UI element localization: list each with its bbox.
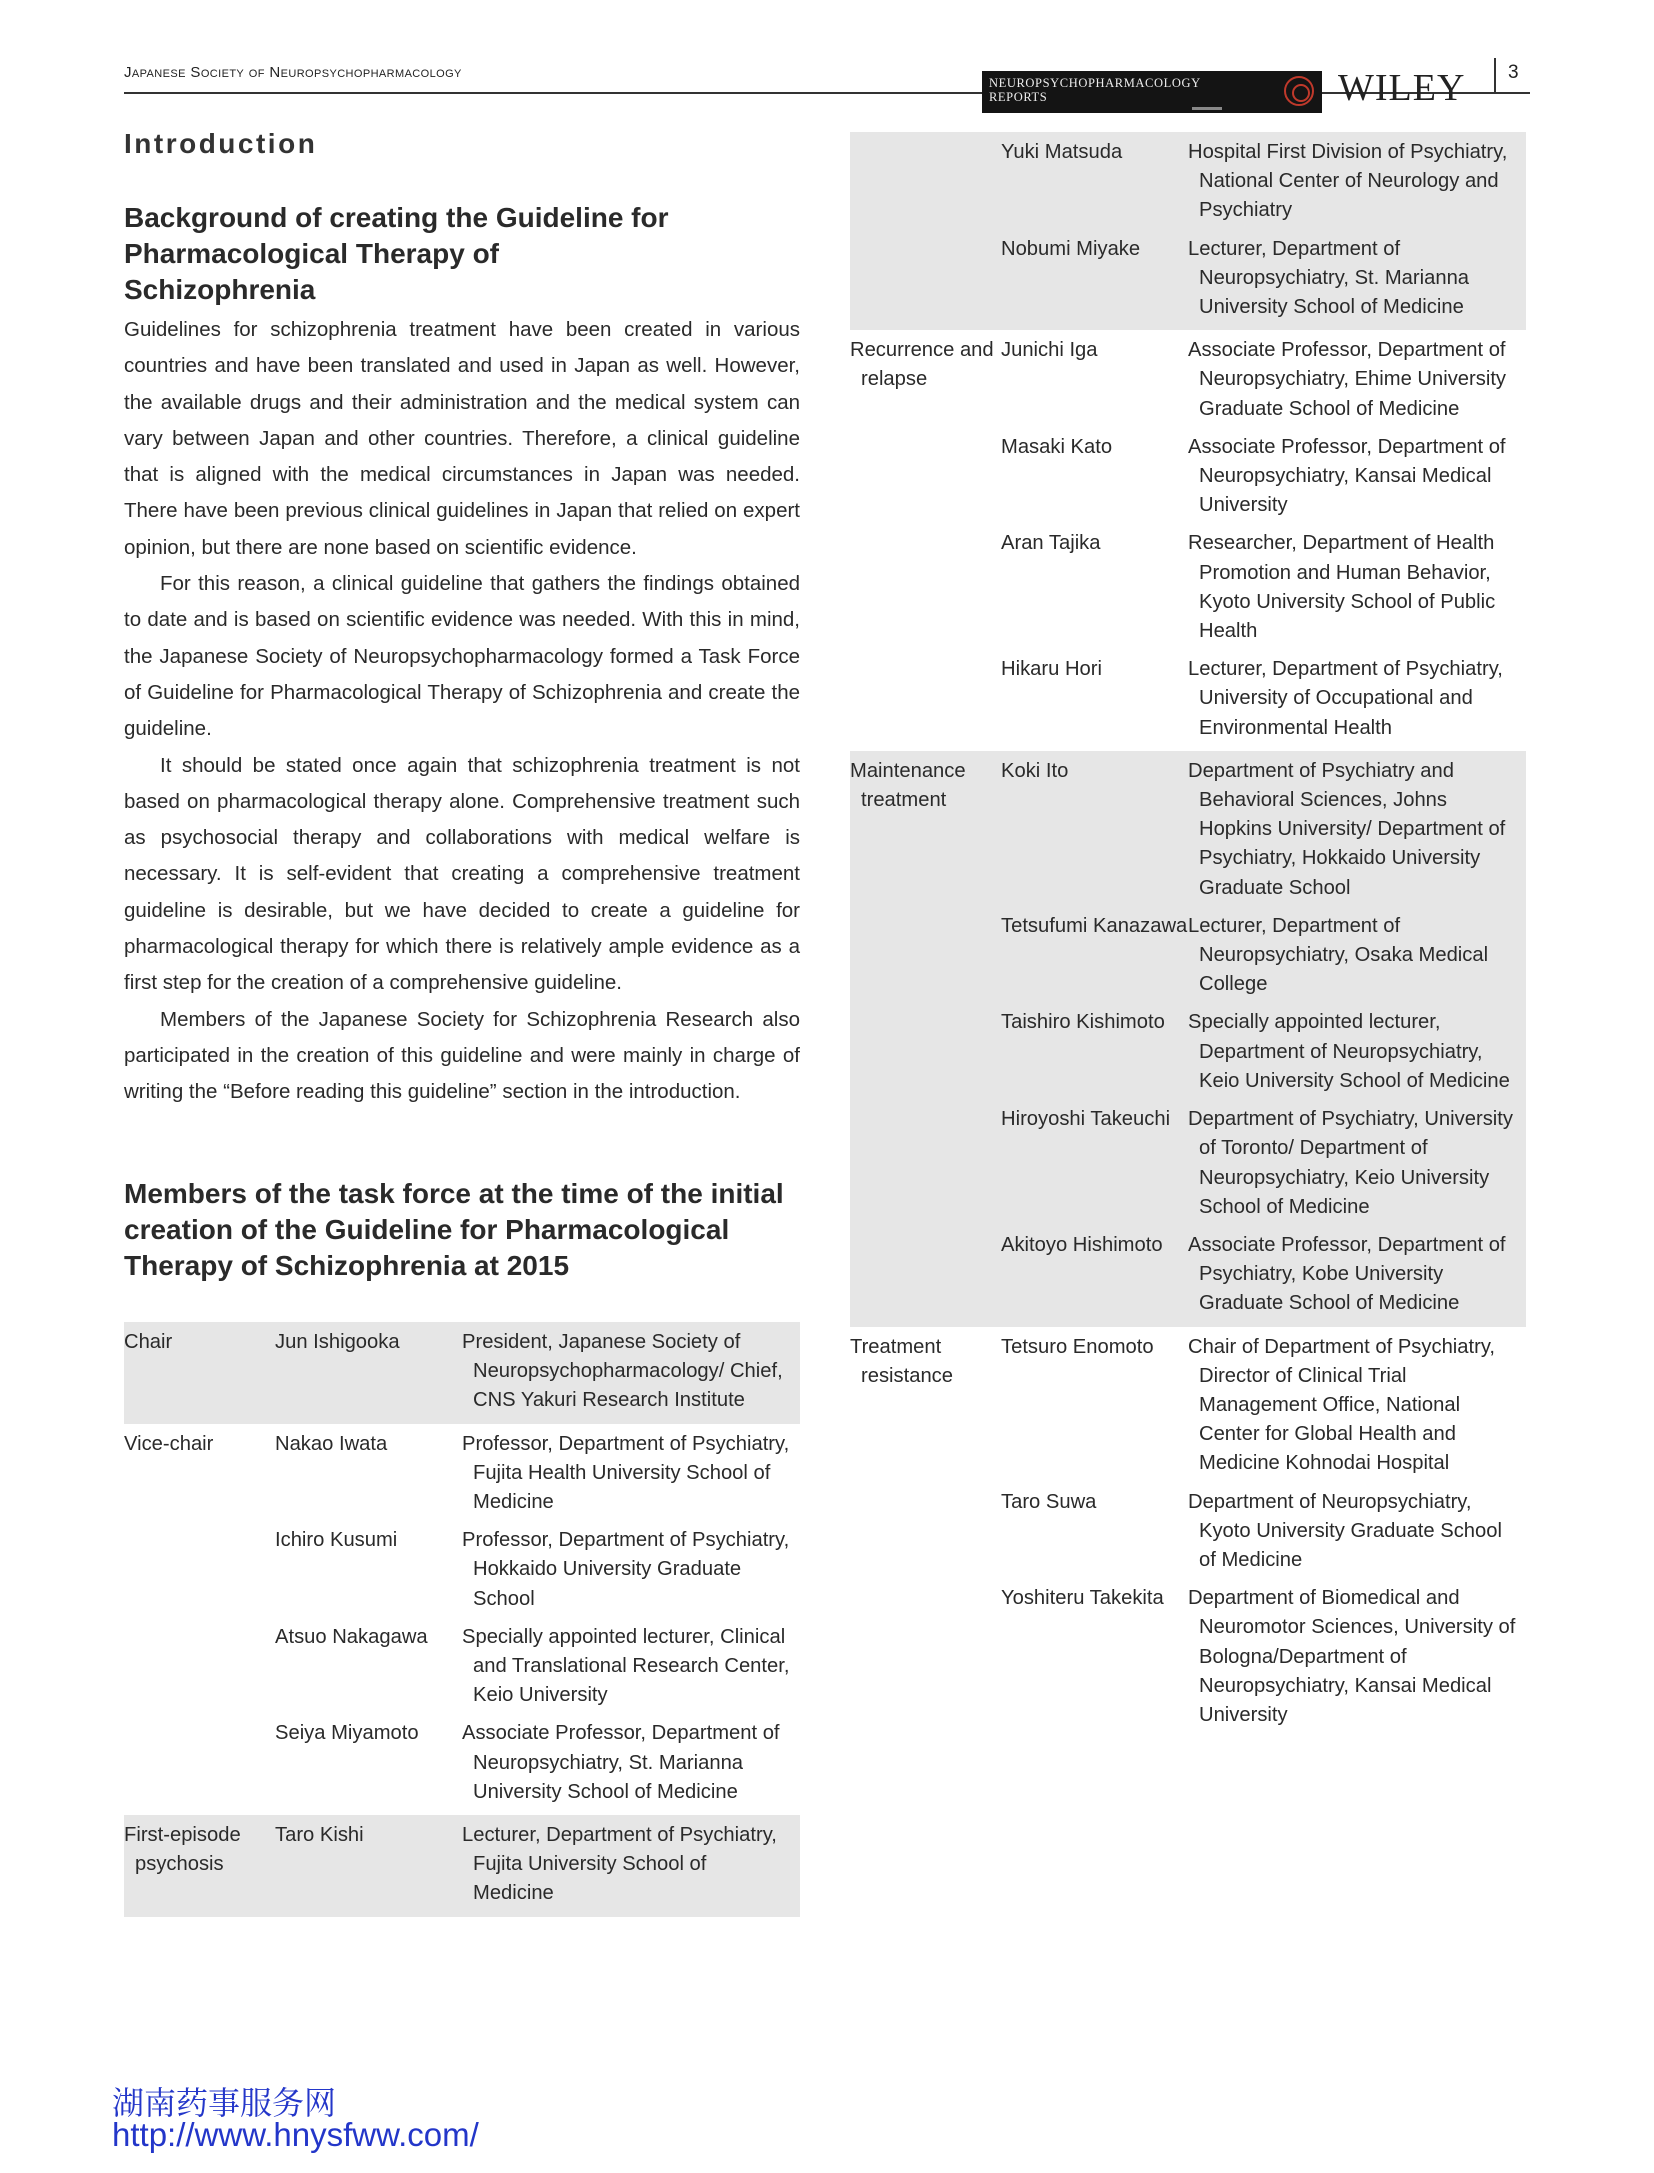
- page-number: 3: [1508, 62, 1519, 83]
- journal-name: Japanese Society of Neuropsychopharmacology: [124, 64, 462, 81]
- members-heading: Members of the task force at the time of the initial creation of the Guideline for Pharmacological Therapy of Schizophrenia at 2015: [124, 1178, 784, 1281]
- member-affiliation: Associate Professor, Department of Neuropsychiatry, Kansai Medical University: [1188, 435, 1506, 517]
- member-entry: [275, 1719, 800, 1807]
- member-name: Koki Ito: [1001, 759, 1069, 782]
- member-name: Yoshiteru Takekita: [1001, 1587, 1164, 1610]
- member-affiliation: Department of Biomedical and Neuromotor Sciences, University of Bologna/Department of Neuropsychiatry, Kansai Medical University: [1188, 1587, 1516, 1726]
- banner-text-line2: REPORTS: [989, 90, 1048, 104]
- members-table-right: [850, 132, 1526, 1738]
- member-affiliation: Department of Psychiatry and Behavioral Sciences, Johns Hopkins University/ Department of Psychiatry, Hokkaido University Graduate School: [1188, 759, 1506, 899]
- member-entry: [1001, 655, 1526, 743]
- member-list: [275, 1328, 800, 1416]
- member-entry: [1001, 1008, 1526, 1096]
- member-affiliation: Lecturer, Department of Psychiatry, Fujita University School of Medicine: [462, 1824, 777, 1905]
- member-name: Hiroyoshi Takeuchi: [1001, 1108, 1171, 1131]
- member-list: [1001, 336, 1526, 743]
- member-entry: [275, 1526, 800, 1614]
- member-affiliation: Lecturer, Department of Neuropsychiatry, Osaka Medical College: [1188, 914, 1489, 996]
- table-row: [124, 1322, 800, 1424]
- intro-paragraph-4: Members of the Japanese Society for Schizophrenia Research also participated in the creation of this guideline and were mainly in charge of writing the “Before reading this guideline” section in the introduction.: [124, 1007, 800, 1104]
- member-affiliation: Chair of Department of Psychiatry, Director of Clinical Trial Management Office, National Center for Global Health and Medicine Kohnodai Hospital: [1188, 1335, 1496, 1475]
- member-name: Seiya Miyamoto: [275, 1722, 419, 1745]
- member-entry: [1001, 1231, 1526, 1319]
- member-affiliation: President, Japanese Society of Neuropsychopharmacology/ Chief, CNS Yakuri Research Institute: [462, 1331, 783, 1412]
- member-entry: [275, 1328, 800, 1416]
- member-entry: [1001, 336, 1526, 424]
- member-entry: [275, 1821, 800, 1909]
- member-name: Junichi Iga: [1001, 339, 1098, 362]
- member-name: Taishiro Kishimoto: [1001, 1011, 1165, 1034]
- intro-paragraph-1: Guidelines for schizophrenia treatment have been created in various countries and have been translated and used in Japan as well. However, the available drugs and their administration and the medical system can vary between Japan and other countries. Therefore, a clinical guideline that is aligned with the medical circumstances in Japan was needed. There have been previous clinical guidelines in Japan that relied on expert opinion, but there are none based on scientific evidence.: [124, 318, 800, 559]
- member-name: Taro Kishi: [275, 1824, 364, 1847]
- member-entry: [1001, 912, 1526, 1000]
- table-row: [124, 1424, 800, 1815]
- member-name: Akitoyo Hishimoto: [1001, 1233, 1163, 1256]
- role-cell: Treatment resistance: [850, 1335, 954, 1387]
- table-row: [850, 751, 1526, 1327]
- member-affiliation: Associate Professor, Department of Psychiatry, Kobe University Graduate School of Medicine: [1188, 1233, 1506, 1315]
- banner-text-line1: NEUROPSYCHOPHARMACOLOGY: [989, 76, 1201, 90]
- member-affiliation: Professor, Department of Psychiatry, Hokkaido University Graduate School: [462, 1529, 790, 1610]
- table-row: [124, 1815, 800, 1917]
- role-cell: [850, 138, 1001, 322]
- publisher-logo: WILEY: [1338, 67, 1466, 109]
- member-name: Taro Suwa: [1001, 1490, 1097, 1513]
- member-name: Jun Ishigooka: [275, 1331, 400, 1353]
- role-cell: Recurrence and relapse: [850, 339, 994, 391]
- member-entry: [1001, 1488, 1526, 1576]
- watermark-site-name: 湖南药事服务网: [112, 2084, 337, 2122]
- banner-strip: [1192, 107, 1222, 110]
- table-row: [850, 1327, 1526, 1739]
- member-name: Nobumi Miyake: [1001, 237, 1141, 260]
- member-name: Hikaru Hori: [1001, 658, 1102, 681]
- role-cell: First-episode psychosis: [124, 1824, 241, 1876]
- watermark-url: http://www.hnysfww.com/: [112, 2116, 479, 2153]
- member-list: [1001, 1333, 1526, 1731]
- member-affiliation: Department of Psychiatry, University of Toronto/ Department of Neuropsychiatry, Keio University School of Medicine: [1188, 1108, 1513, 1218]
- page-number-divider: [1494, 58, 1496, 92]
- member-entry: [275, 1430, 800, 1518]
- member-affiliation: Associate Professor, Department of Neuropsychiatry, St. Marianna University School of Medicine: [462, 1722, 780, 1803]
- table-row: [850, 330, 1526, 751]
- member-entry: [1001, 1105, 1526, 1222]
- member-affiliation: Specially appointed lecturer, Department of Neuropsychiatry, Keio University School of Medicine: [1188, 1011, 1510, 1092]
- role-cell: Chair: [124, 1331, 173, 1353]
- member-name: Nakao Iwata: [275, 1432, 388, 1455]
- section-heading-introduction: Introduction: [124, 128, 318, 159]
- member-affiliation: Department of Neuropsychiatry, Kyoto University Graduate School of Medicine: [1188, 1490, 1502, 1571]
- member-affiliation: Hospital First Division of Psychiatry, National Center of Neurology and Psychiatry: [1188, 141, 1508, 222]
- member-list: [275, 1430, 800, 1807]
- member-name: Masaki Kato: [1001, 435, 1113, 458]
- member-list: [1001, 138, 1526, 322]
- intro-paragraph-3: It should be stated once again that schizophrenia treatment is not based on pharmacological therapy alone. Comprehensive treatment such as psychosocial therapy and collaborations with medical welfare is necessary. It is self-evident that creating a comprehensive treatment guideline is desirable, but we have decided to create a guideline for pharmacological therapy for which there is relatively ample evidence as a first step for the creation of a comprehensive guideline.: [124, 753, 800, 995]
- journal-banner: [982, 71, 1322, 113]
- member-affiliation: Lecturer, Department of Neuropsychiatry, St. Marianna University School of Medicine: [1188, 237, 1470, 319]
- member-name: Yuki Matsuda: [1001, 141, 1123, 163]
- member-name: Atsuo Nakagawa: [275, 1625, 428, 1648]
- background-heading: Background of creating the Guideline for Pharmacological Therapy of Schizophrenia: [124, 202, 669, 305]
- member-entry: [1001, 138, 1526, 226]
- members-table-left: [124, 1322, 800, 1917]
- member-name: Ichiro Kusumi: [275, 1529, 398, 1552]
- intro-paragraph-2: For this reason, a clinical guideline that gathers the findings obtained to date and is based on scientific evidence was needed. With this in mind, the Japanese Society of Neuropsychopharmacology formed a Task Force of Guideline for Pharmacological Therapy of Schizophrenia and create the guideline.: [124, 572, 800, 741]
- journal-seal-icon: [1284, 76, 1314, 106]
- member-entry: [1001, 433, 1526, 521]
- member-affiliation: Researcher, Department of Health Promotion and Human Behavior, Kyoto University School of Public Health: [1188, 532, 1496, 643]
- member-name: Aran Tajika: [1001, 532, 1101, 555]
- member-affiliation: Professor, Department of Psychiatry, Fujita Health University School of Medicine: [462, 1432, 790, 1514]
- member-entry: [1001, 1584, 1526, 1730]
- member-name: Tetsufumi Kanazawa: [1001, 914, 1188, 937]
- member-entry: [275, 1623, 800, 1711]
- member-affiliation: Associate Professor, Department of Neuropsychiatry, Ehime University Graduate School of Medicine: [1188, 339, 1507, 420]
- member-entry: [1001, 529, 1526, 646]
- member-list: [275, 1821, 800, 1909]
- member-name: Tetsuro Enomoto: [1001, 1335, 1154, 1358]
- role-cell: Maintenance treatment: [850, 759, 966, 812]
- member-entry: [1001, 235, 1526, 323]
- intro-body-text: [124, 312, 800, 1111]
- member-entry: [1001, 757, 1526, 903]
- member-affiliation: Lecturer, Department of Psychiatry, University of Occupational and Environmental Health: [1188, 658, 1503, 739]
- table-row: [850, 132, 1526, 330]
- member-affiliation: Specially appointed lecturer, Clinical and Translational Research Center, Keio University: [462, 1625, 790, 1707]
- member-entry: [1001, 1333, 1526, 1479]
- member-list: [1001, 757, 1526, 1319]
- role-cell: Vice-chair: [124, 1432, 214, 1455]
